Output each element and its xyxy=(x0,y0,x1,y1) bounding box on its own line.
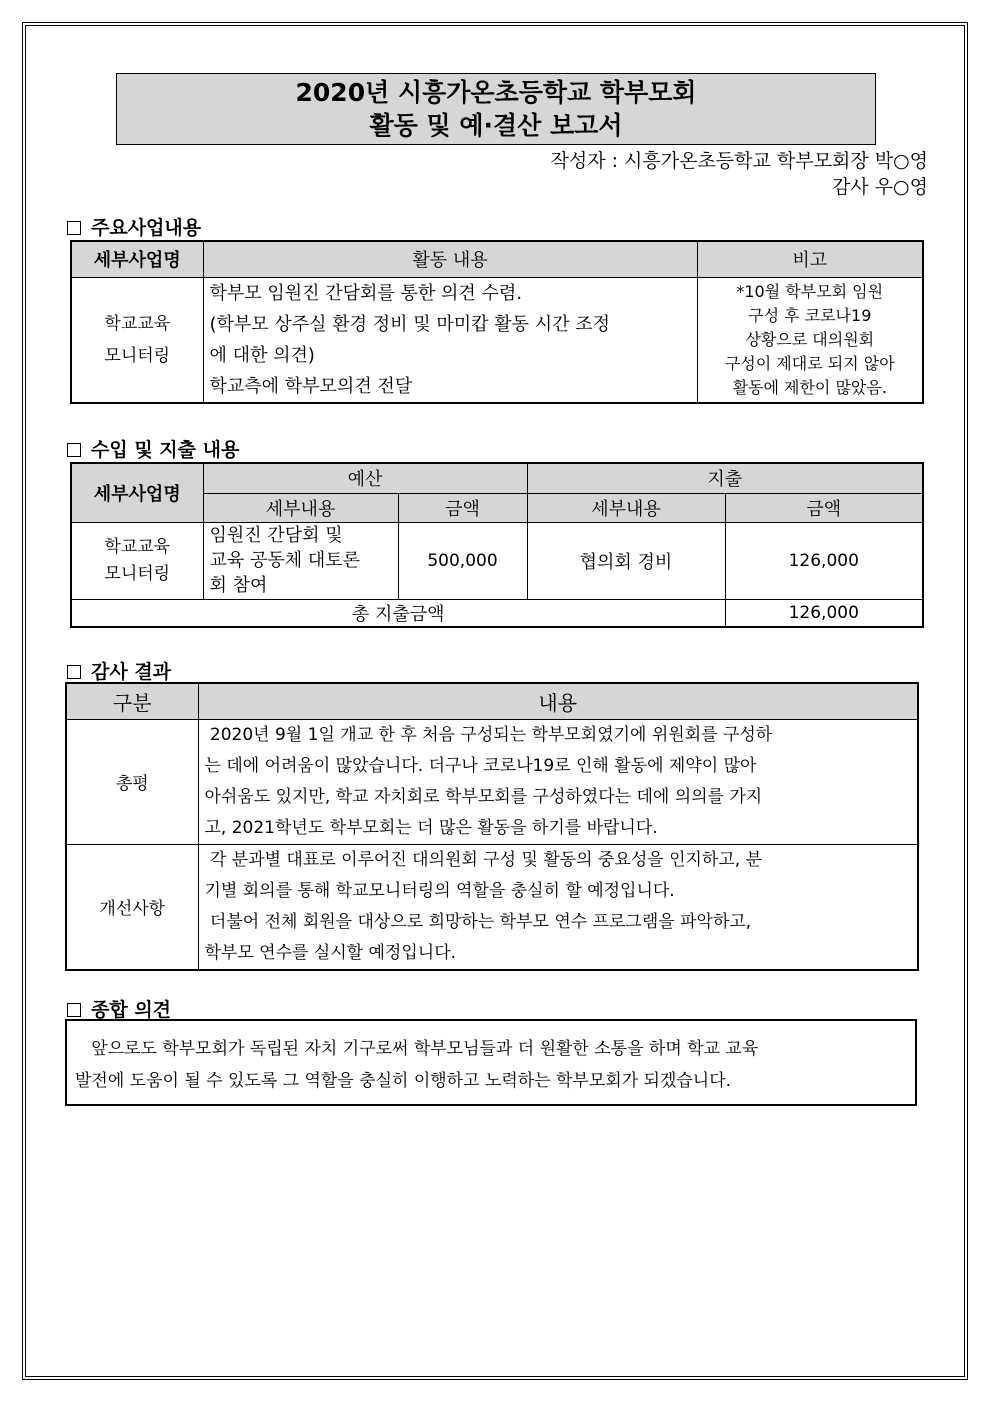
project-name-cell: 학교교육 모니터링 xyxy=(71,522,203,599)
header-category: 구분 xyxy=(66,683,198,719)
budget-amount-cell: 500,000 xyxy=(398,522,527,599)
header-note: 비고 xyxy=(697,241,923,277)
header-spend-amount: 금액 xyxy=(725,493,923,522)
main-projects-table xyxy=(70,240,924,404)
header-activity: 활동 내용 xyxy=(203,241,697,277)
section-heading-audit xyxy=(67,657,171,684)
header-project-name: 세부사업명 xyxy=(71,463,203,522)
header-spend-detail: 세부내용 xyxy=(527,493,725,522)
header-spend: 지출 xyxy=(527,463,923,493)
author-block xyxy=(550,148,928,200)
audit-row-label-improvements: 개선사항 xyxy=(66,844,198,970)
header-project-name: 세부사업명 xyxy=(71,241,203,277)
auditor-line: 감사 우○영 xyxy=(831,176,928,198)
section-heading-income-expense xyxy=(67,435,239,462)
section-heading-label: 감사 결과 xyxy=(91,661,172,683)
report-title xyxy=(116,73,876,145)
checkbox-icon xyxy=(67,665,81,679)
note-cell: *10월 학부모회 임원 구성 후 코로나19 상황으로 대의원회 구성이 제대로 되지 않아 활동에 제한이 많았음. xyxy=(697,277,923,403)
spend-detail-cell: 협의회 경비 xyxy=(527,522,725,599)
section-heading-label: 수입 및 지출 내용 xyxy=(91,439,240,461)
audit-table xyxy=(65,682,919,971)
project-name-cell: 학교교육 모니터링 xyxy=(71,277,203,403)
checkbox-icon xyxy=(67,221,81,235)
audit-row-content-improvements: 각 분과별 대표로 이루어진 대의원회 구성 및 활동의 중요성을 인지하고, 분 기별 회의를 통해 학교모니터링의 역할을 충실히 할 예정입니다. 더불어 전체 회원을 대상으로 희망하는 학부모 연수 프로그램을 파악하고, 학부모 연수를 실시할 예정입니다. xyxy=(198,844,918,970)
income-expense-table xyxy=(70,462,924,628)
header-budget-detail: 세부내용 xyxy=(203,493,398,522)
checkbox-icon xyxy=(67,1003,81,1017)
section-heading-main-projects xyxy=(67,213,201,240)
header-budget: 예산 xyxy=(203,463,527,493)
section-heading-label: 주요사업내용 xyxy=(91,217,202,239)
spend-amount-cell: 126,000 xyxy=(725,522,923,599)
audit-row-content-overall: 2020년 9월 1일 개교 한 후 처음 구성되는 학부모회였기에 위원회를 구성하 는 데에 어려움이 많았습니다. 더구나 코로나19로 인해 활동에 제약이 많아 아쉬움도 있지만, 학교 자치회로 학부모회를 구성하였다는 데에 의의를 가지 고, 2021학년도 학부모회는 더 많은 활동을 하기를 바랍니다. xyxy=(198,719,918,844)
total-spend-label: 총 지출금액 xyxy=(71,599,725,627)
header-content: 내용 xyxy=(198,683,918,719)
activity-cell: 학부모 임원진 간담회를 통한 의견 수렴. (학부모 상주실 환경 정비 및 마미캅 활동 시간 조정 에 대한 의견) 학교측에 학부모의견 전달 xyxy=(203,277,697,403)
section-heading-overall-opinion xyxy=(67,995,171,1022)
checkbox-icon xyxy=(67,443,81,457)
audit-row-label-overall: 총평 xyxy=(66,719,198,844)
budget-detail-cell: 임원진 간담회 및 교육 공동체 대토론 회 참여 xyxy=(203,522,398,599)
report-title-line2: 활동 및 예·결산 보고서 xyxy=(369,111,623,140)
section-heading-label: 종합 의견 xyxy=(91,999,172,1021)
report-title-line1: 2020년 시흥가온초등학교 학부모회 xyxy=(295,78,697,107)
overall-opinion-box: 앞으로도 학부모회가 독립된 자치 기구로써 학부모님들과 더 원활한 소통을 하며 학교 교육 발전에 도움이 될 수 있도록 그 역할을 충실히 이행하고 노력하는 학부모회가 되겠습니다. xyxy=(65,1019,917,1106)
header-budget-amount: 금액 xyxy=(398,493,527,522)
writer-line: 작성자 : 시흥가온초등학교 학부모회장 박○영 xyxy=(550,150,928,172)
total-spend-amount: 126,000 xyxy=(725,599,923,627)
